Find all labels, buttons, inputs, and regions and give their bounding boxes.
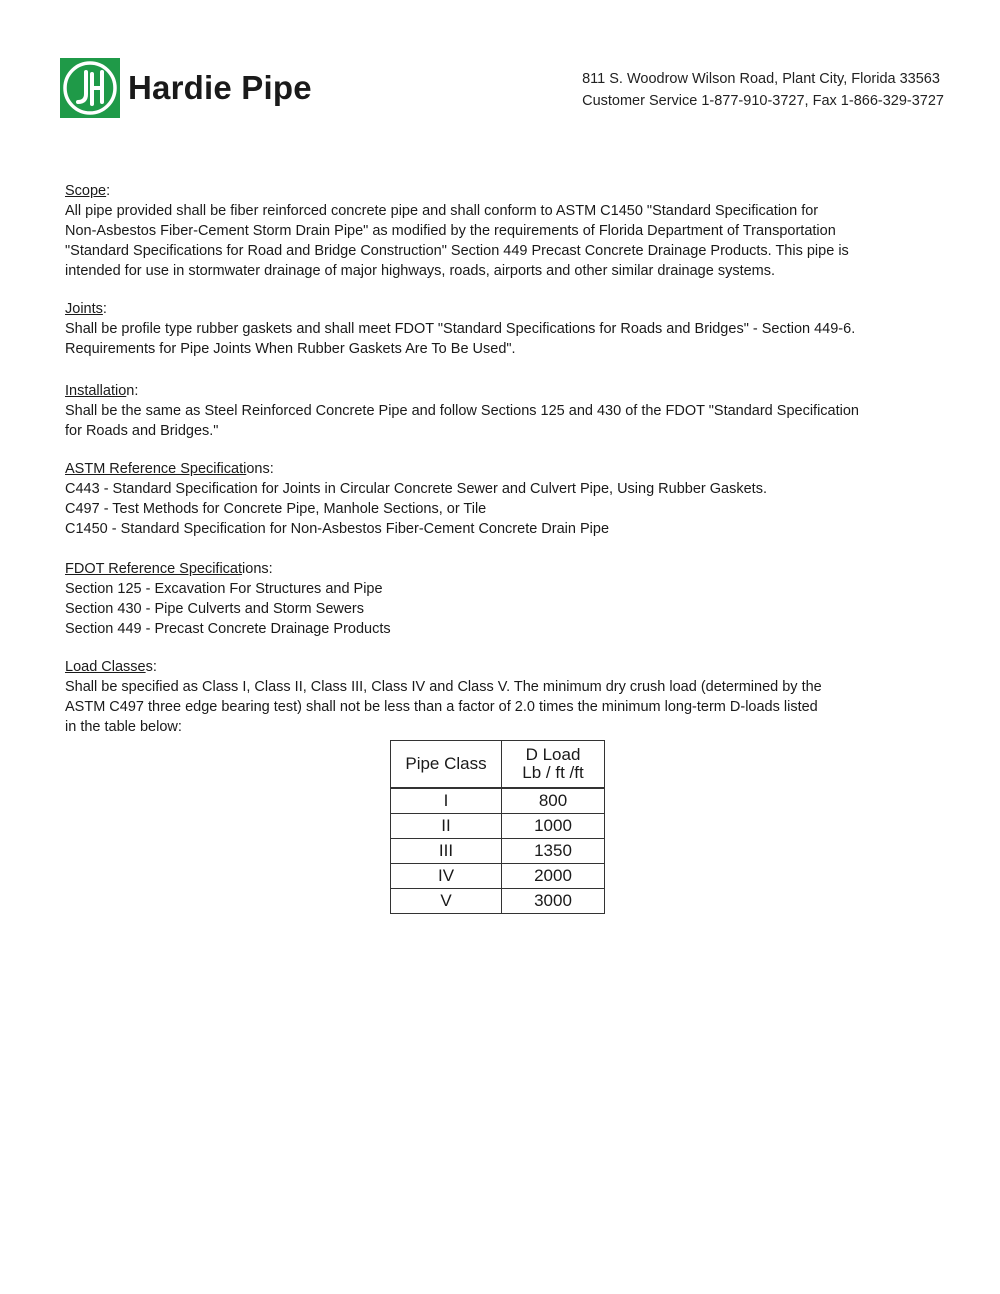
fdot-spec-item: Section 125 - Excavation For Structures and Pipe <box>65 581 383 597</box>
load-classes-line: Shall be specified as Class I, Class II, Class III, Class IV and Class V. The minimum dry crush load (determined by the <box>65 679 822 695</box>
table-row <box>391 788 605 814</box>
d-load-cell: 800 <box>502 788 605 814</box>
fdot-heading: FDOT Reference Specifications: <box>65 561 273 577</box>
load-classes-line: ASTM C497 three edge bearing test) shall not be less than a factor of 2.0 times the minimum long-term D-loads listed <box>65 699 818 715</box>
installation-line: Shall be the same as Steel Reinforced Concrete Pipe and follow Sections 125 and 430 of the FDOT "Standard Specification <box>65 403 859 419</box>
pipe-class-cell: I <box>391 788 502 814</box>
load-classes-section <box>65 657 895 737</box>
joints-line: Requirements for Pipe Joints When Rubber Gaskets Are To Be Used". <box>65 341 516 357</box>
d-load-cell: 2000 <box>502 864 605 889</box>
fdot-spec-item: Section 430 - Pipe Culverts and Storm Sewers <box>65 601 364 617</box>
spec-content <box>65 181 895 755</box>
pipe-class-cell: II <box>391 814 502 839</box>
fdot-section <box>65 559 895 639</box>
contact-block <box>582 68 944 112</box>
pipe-class-cell: V <box>391 889 502 914</box>
d-load-table <box>390 740 605 914</box>
d-load-header-line2: Lb / ft /ft <box>522 763 584 782</box>
scope-section <box>65 181 895 281</box>
load-classes-heading: Load Classes: <box>65 659 157 675</box>
astm-spec-item: C1450 - Standard Specification for Non-Asbestos Fiber-Cement Concrete Drain Pipe <box>65 521 610 537</box>
scope-line: Non-Asbestos Fiber-Cement Storm Drain Pipe" as modified by the requirements of Florida Department of Transportation <box>65 223 836 239</box>
load-table-wrapper <box>390 740 605 914</box>
pipe-class-header: Pipe Class <box>391 741 502 789</box>
scope-line: All pipe provided shall be fiber reinforced concrete pipe and shall conform to ASTM C1450 "Standard Specification for <box>65 203 819 219</box>
installation-section <box>65 381 895 441</box>
astm-spec-item: C443 - Standard Specification for Joints in Circular Concrete Sewer and Culvert Pipe, Using Rubber Gaskets. <box>65 481 767 497</box>
astm-spec-item: C497 - Test Methods for Concrete Pipe, Manhole Sections, or Tile <box>65 501 487 517</box>
table-row <box>391 839 605 864</box>
astm-heading: ASTM Reference Specifications: <box>65 461 274 477</box>
scope-line: "Standard Specifications for Road and Bridge Construction" Section 449 Precast Concrete Drainage Products. This pipe is <box>65 243 849 259</box>
joints-heading: Joints: <box>65 301 107 317</box>
company-address: 811 S. Woodrow Wilson Road, Plant City, Florida 33563 <box>582 71 940 87</box>
installation-heading: Installation: <box>65 383 139 399</box>
company-phone-fax: Customer Service 1-877-910-3727, Fax 1-866-329-3727 <box>582 93 944 109</box>
installation-line: for Roads and Bridges." <box>65 423 219 439</box>
d-load-header-line1: D Load <box>525 745 581 764</box>
d-load-cell: 3000 <box>502 889 605 914</box>
pipe-class-cell: IV <box>391 864 502 889</box>
d-load-cell: 1350 <box>502 839 605 864</box>
joints-line: Shall be profile type rubber gaskets and shall meet FDOT "Standard Specifications for Roads and Bridges" - Section 449-6. <box>65 321 856 337</box>
d-load-cell: 1000 <box>502 814 605 839</box>
letterhead <box>0 0 1000 140</box>
load-classes-line: in the table below: <box>65 719 182 735</box>
table-row <box>391 889 605 914</box>
table-row <box>391 864 605 889</box>
scope-line: intended for use in stormwater drainage of major highways, roads, airports and other similar drainage systems. <box>65 263 776 279</box>
joints-section <box>65 299 895 359</box>
d-load-header <box>502 741 605 789</box>
brand-name: Hardie Pipe <box>128 69 312 106</box>
pipe-class-cell: III <box>391 839 502 864</box>
fdot-spec-item: Section 449 - Precast Concrete Drainage Products <box>65 621 391 637</box>
hardie-logo-icon <box>60 58 120 118</box>
table-row <box>391 814 605 839</box>
table-header-row <box>391 741 605 789</box>
scope-heading: Scope: <box>65 183 111 199</box>
astm-section <box>65 459 895 539</box>
